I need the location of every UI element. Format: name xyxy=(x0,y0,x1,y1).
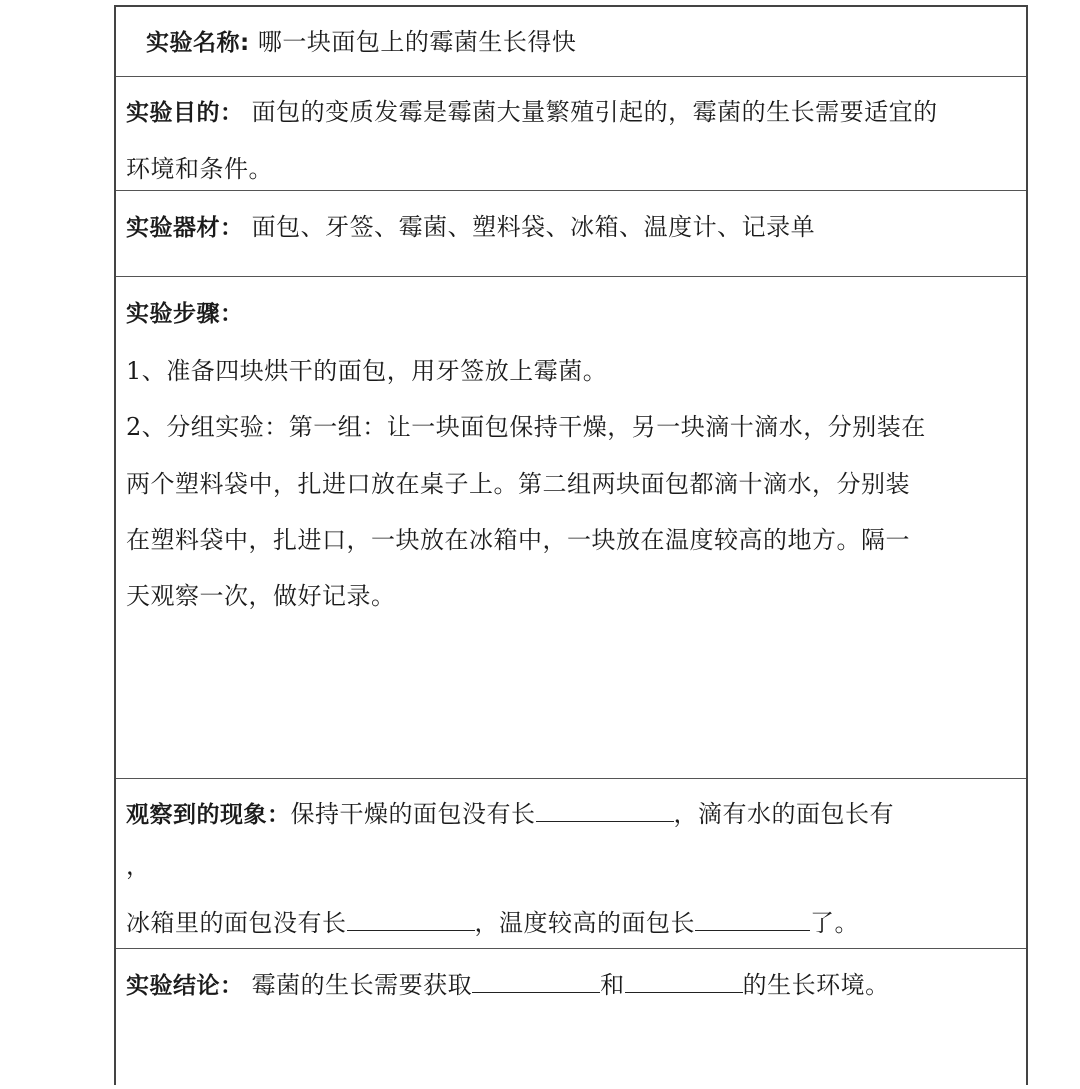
experiment-worksheet-table xyxy=(114,5,1028,1085)
observation-label: 观察到的现象： xyxy=(126,802,291,828)
observation-text-2: ， xyxy=(126,852,151,880)
observation-blank-2[interactable] xyxy=(347,908,475,931)
conclusion-blank-1[interactable] xyxy=(472,970,600,993)
conclusion-text-b: 和 xyxy=(600,971,625,999)
conclusion-text-a: 霉菌的生长需要获取 xyxy=(251,971,473,999)
conclusion-text-c: 的生长环境。 xyxy=(742,971,890,999)
observation-text-3c: 了。 xyxy=(810,909,859,937)
experiment-purpose-label: 实验目的： xyxy=(126,100,244,126)
experiment-materials-value: 面包、牙签、霉菌、塑料袋、冰箱、温度计、记录单 xyxy=(251,213,816,241)
conclusion-blank-2[interactable] xyxy=(625,970,743,993)
experiment-steps-label: 实验步骤： xyxy=(126,301,244,327)
observation-text-3b: ，温度较高的面包长 xyxy=(474,909,695,937)
experiment-purpose-text-line1: 面包的变质发霉是霉菌大量繁殖引起的，霉菌的生长需要适宜的 xyxy=(251,98,938,126)
observation-text-1a: 保持干燥的面包没有长 xyxy=(290,800,536,828)
experiment-steps-row xyxy=(116,277,1026,779)
observation-text-3a: 冰箱里的面包没有长 xyxy=(126,909,347,937)
conclusion-label: 实验结论： xyxy=(126,973,244,999)
experiment-step-line-3: 两个塑料袋中，扎进口放在桌子上。第二组两块面包都滴十滴水，分别装 xyxy=(126,470,910,498)
experiment-materials-label: 实验器材： xyxy=(126,215,244,241)
experiment-step-line-5: 天观察一次，做好记录。 xyxy=(126,582,396,610)
experiment-purpose-row xyxy=(116,77,1026,191)
observation-blank-3[interactable] xyxy=(695,908,810,931)
observation-row xyxy=(116,779,1026,949)
observation-text-1b: ，滴有水的面包长有 xyxy=(673,800,894,828)
experiment-step-line-1: 1、准备四块烘干的面包，用牙签放上霉菌。 xyxy=(126,357,608,385)
experiment-purpose-text-line2: 环境和条件。 xyxy=(126,155,273,183)
conclusion-row xyxy=(116,949,1026,1089)
experiment-step-line-2: 2、分组实验：第一组：让一块面包保持干燥，另一块滴十滴水，分别装在 xyxy=(126,413,926,441)
experiment-name-label: 实验名称: xyxy=(146,30,250,56)
observation-blank-1[interactable] xyxy=(536,799,674,822)
experiment-name-value: 哪一块面包上的霉菌生长得快 xyxy=(257,28,577,56)
experiment-name-row xyxy=(116,7,1026,77)
experiment-materials-row xyxy=(116,191,1026,277)
experiment-step-line-4: 在塑料袋中，扎进口，一块放在冰箱中，一块放在温度较高的地方。隔一 xyxy=(126,526,910,554)
